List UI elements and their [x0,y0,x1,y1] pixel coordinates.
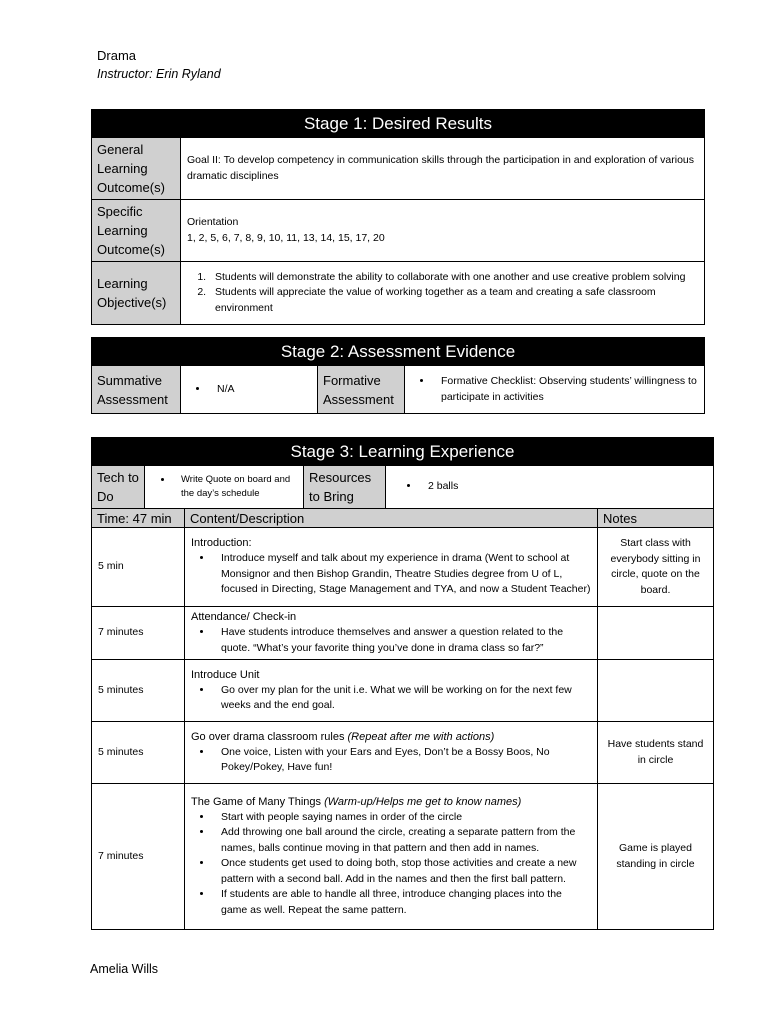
formative-value-cell [405,366,705,414]
row-content [185,528,598,607]
row-title: Introduction: [191,537,252,550]
row-title: Introduce Unit [191,668,260,681]
summative-value: • N/A [209,382,311,398]
summative-label: Summative Assessment [92,366,181,414]
list-item: • Go over my plan for the unit i.e. What we will be working on for the next few weeks and the end goal. [213,683,591,714]
objective-item: 1. Students will demonstrate the ability to collaborate with one another and use creative problem solving [209,270,698,286]
formative-label: Formative Assessment [318,366,405,414]
stage1-title: Stage 1: Desired Results [92,110,705,138]
row-time: 5 minutes [92,660,185,722]
list-item: • Once students get used to doing both, stop those activities and create a new pattern with a second ball. Add in the names and then the first ball pattern. [213,856,591,887]
specific-line-2: 1, 2, 5, 6, 7, 8, 9, 10, 11, 13, 14, 15, 17, 20 [187,231,385,244]
row-title: Attendance/ Check-in [191,611,297,623]
formative-value: • Formative Checklist: Observing students’ willingness to participate in activities [433,374,698,405]
table-row [92,784,714,930]
row-title: The Game of Many Things [191,795,322,808]
list-item: • Add throwing one ball around the circle, creating a separate pattern from the names, balls continue moving in that pattern and then add in names. [213,825,591,856]
row-title-note: (Warm-up/Helps me get to know names) [321,795,522,808]
general-outcome-value [181,138,705,200]
row-title-line [191,730,591,745]
course-title: Drama [97,48,137,63]
table-row [92,528,714,607]
col-time-header: Time: 47 min [92,509,185,528]
objectives-value [181,262,705,325]
table-row [92,607,714,660]
tech-value-cell [145,466,304,509]
table-row [92,722,714,784]
instructor-name: Instructor: Erin Ryland [97,67,221,81]
row-title: Go over drama classroom rules [191,730,345,743]
row-content [185,607,598,660]
list-item: • Have students introduce themselves and answer a question related to the quote. “What’s your favorite thing you’ve done in drama class so far?” [213,625,591,656]
row-time: 5 min [92,528,185,607]
objectives-label: Learning Objective(s) [92,262,181,325]
specific-outcome-label: Specific Learning Outcome(s) [92,200,181,262]
specific-outcome-value [181,200,705,262]
stage2-table [91,337,705,414]
resources-label: Resources to Bring [304,466,386,509]
row-notes: Game is played standing in circle [598,784,714,930]
list-item: • Start with people saying names in order of the circle [213,810,591,826]
objectives-list [187,270,698,317]
row-content [185,660,598,722]
list-item: • One voice, Listen with your Ears and Eyes, Don’t be a Bossy Boos, No Pokey/Pokey, Have fun! [213,745,591,776]
list-item: • If students are able to handle all three, introduce changing places into the game as well. Repeat the same pattern. [213,887,591,918]
col-content-header: Content/Description [185,509,598,528]
summative-value-cell [181,366,318,414]
row-notes [598,660,714,722]
goal-prefix: Goal II: [187,154,221,166]
author-name: Amelia Wills [90,962,159,976]
row-content [185,784,598,930]
row-title-note: (Repeat after me with actions) [344,730,495,743]
row-notes: Start class with everybody sitting in circle, quote on the board. [598,528,714,607]
row-time: 5 minutes [92,722,185,784]
goal-text: To develop competency in communication skills through the participation in and exploration of various dramatic disciplines [187,154,695,182]
row-notes: Have students stand in circle [598,722,714,784]
stage3-table [91,437,714,930]
col-notes-header: Notes [598,509,714,528]
specific-line-1: Orientation [187,216,239,228]
stage2-title: Stage 2: Assessment Evidence [92,338,705,366]
stage1-table [91,109,705,325]
row-time: 7 minutes [92,784,185,930]
objective-item: 2. Students will appreciate the value of working together as a team and creating a safe classroom environment [209,285,698,316]
resources-value: • 2 balls [420,479,707,495]
stage3-title: Stage 3: Learning Experience [92,438,714,466]
row-notes [598,607,714,660]
list-item: • Introduce myself and talk about my experience in drama (Went to school at Monsignor and then Bishop Grandin, Theatre Studies degree from U of L, focused in Directing, Stage Management and TYA, and now a Student Teacher) [213,551,591,598]
general-outcome-label: General Learning Outcome(s) [92,138,181,200]
resources-value-cell [386,466,714,509]
tech-value: • Write Quote on board and the day’s schedule [173,473,297,501]
row-time: 7 minutes [92,607,185,660]
table-row [92,660,714,722]
row-title-line [191,795,591,810]
tech-label: Tech to Do [92,466,145,509]
row-content [185,722,598,784]
